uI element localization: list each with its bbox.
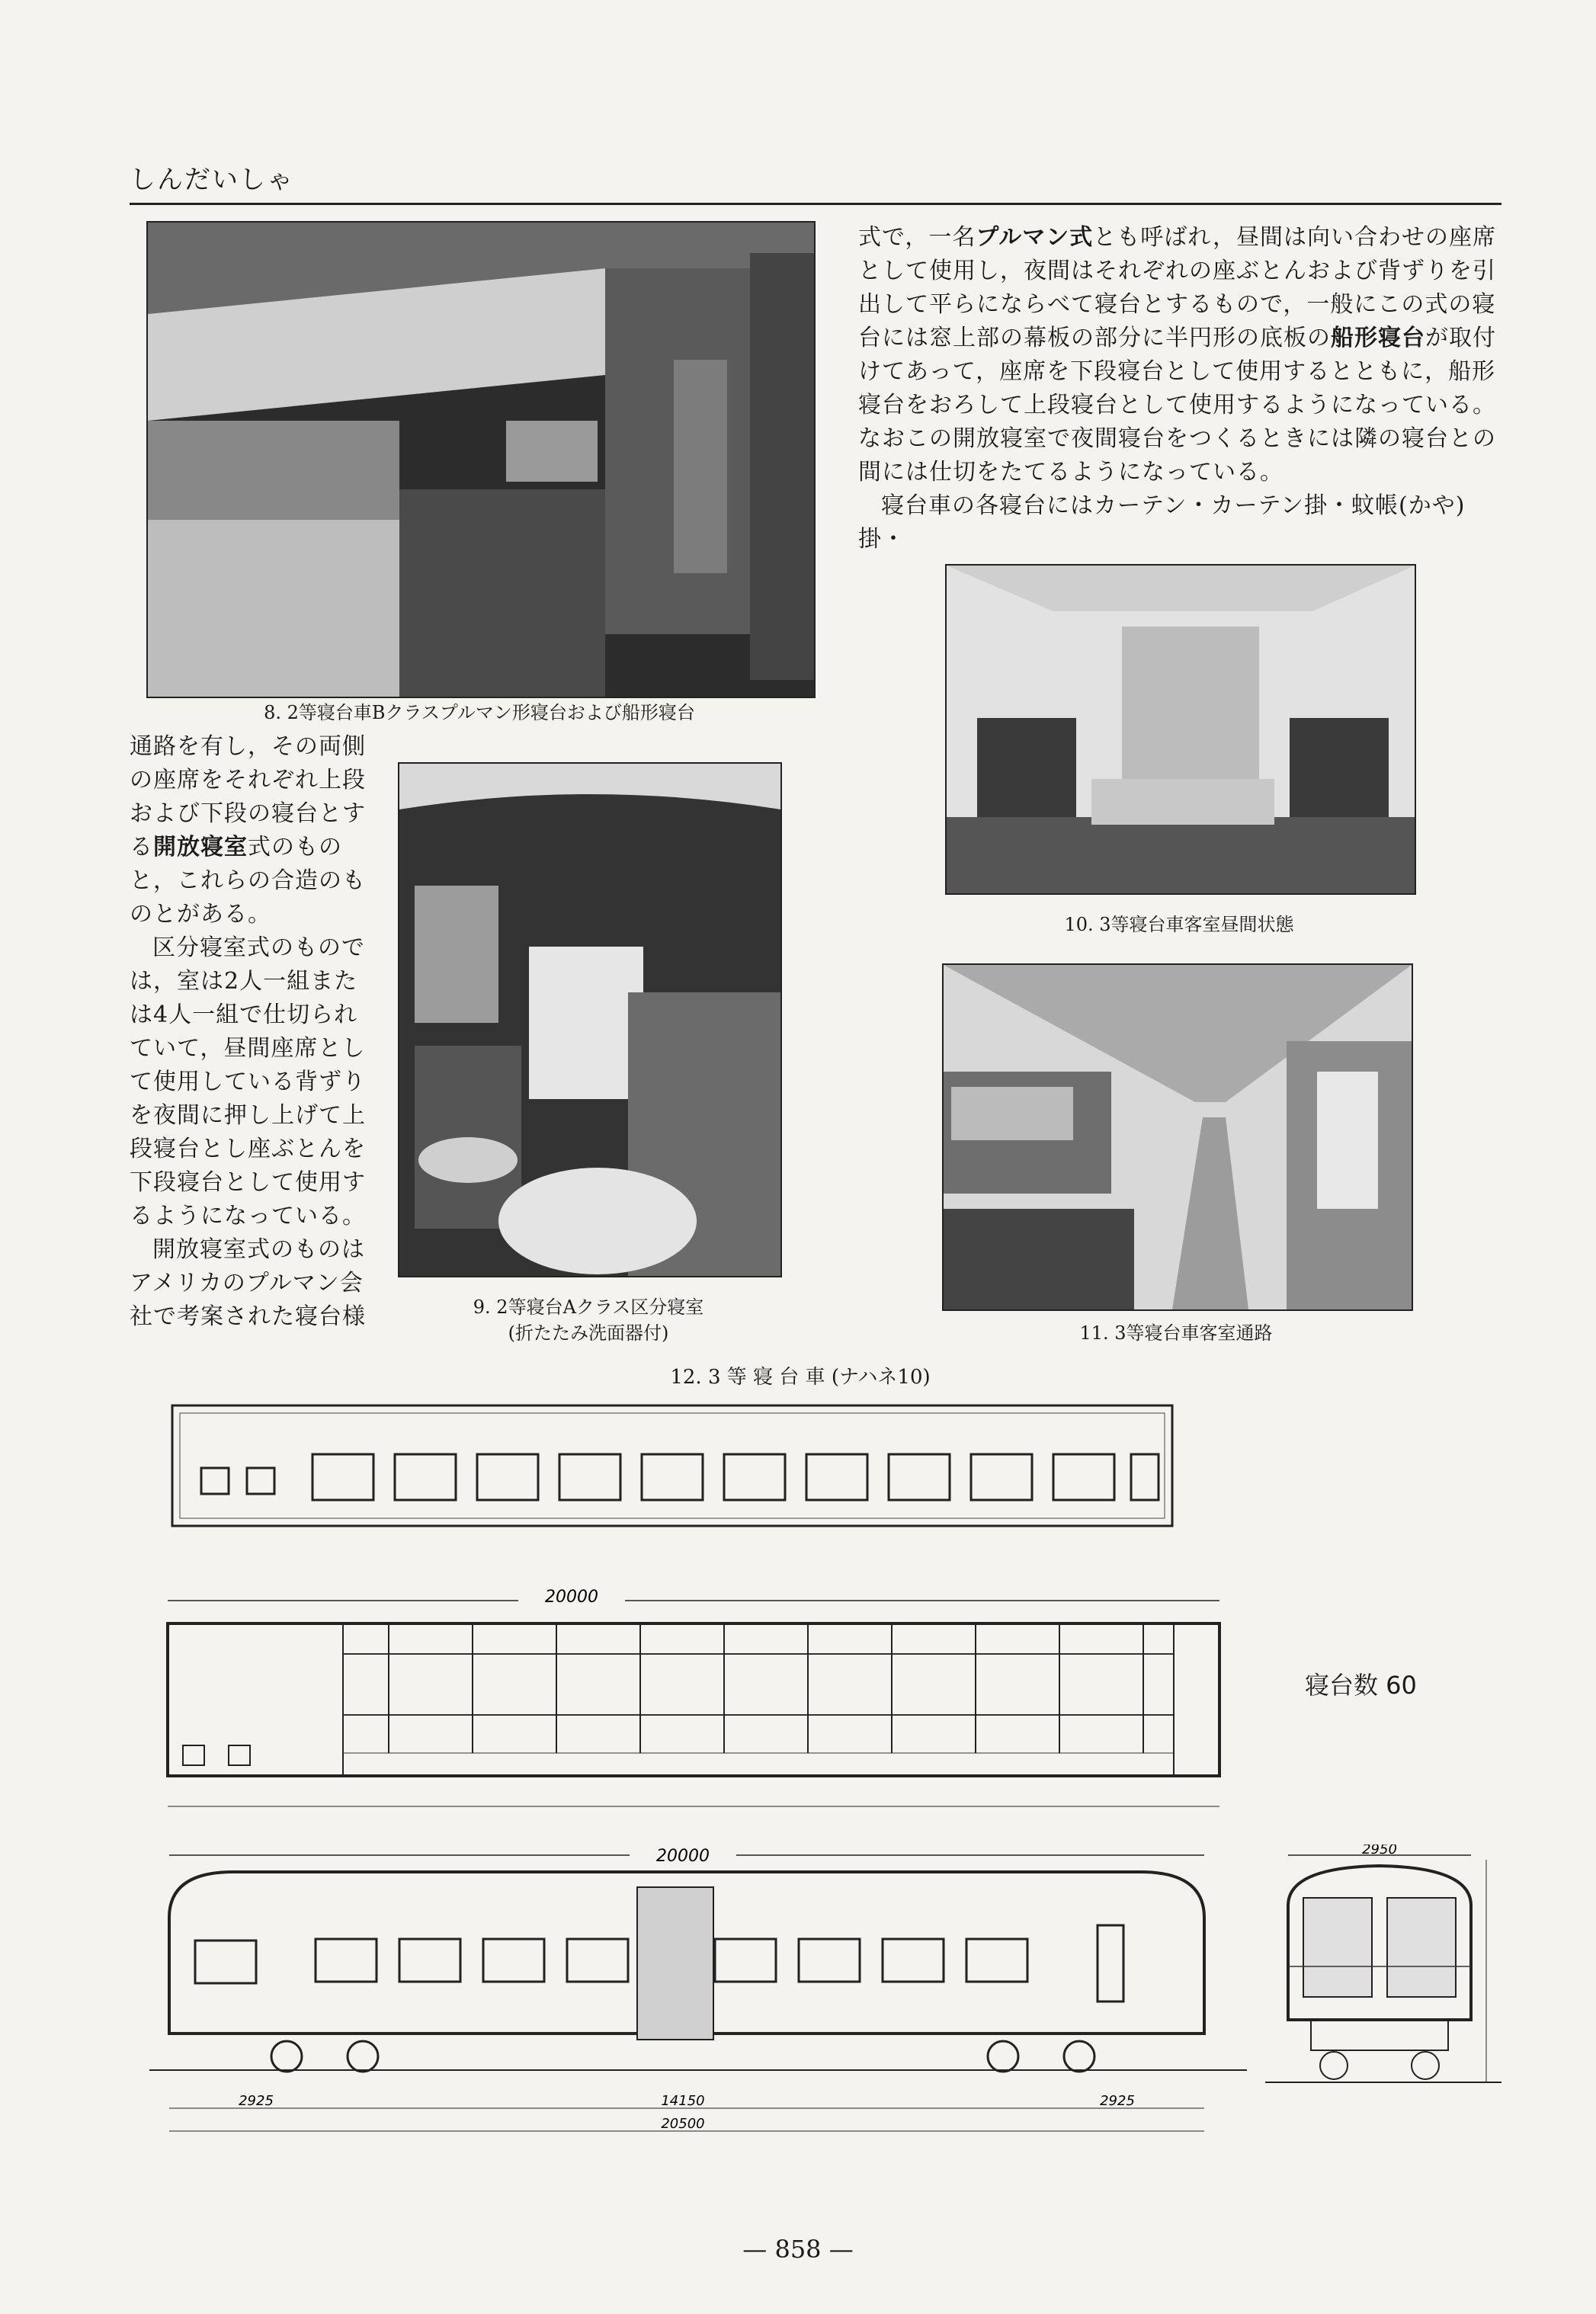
dim-end-right: 2925 (1100, 2093, 1135, 2109)
right-text-p1-e: が取付けてあって，座席を下段寝台として使用するとともに，船形寝台をおろして上段寝台として使用するようになっている。なおこの開放寝室で夜間寝台をつくるときには隣の寝台との間には仕切をたてるようになっている。 (858, 325, 1496, 486)
floor-plan-drawing (152, 1578, 1265, 1822)
photo-8 (146, 221, 816, 698)
dim-bogie-centers: 14150 (661, 2093, 705, 2109)
right-text-term-pullman: プルマン式 (976, 224, 1094, 251)
plan-total-length: 20000 (545, 1588, 598, 1607)
right-text-term-funagata: 船形寝台 (1331, 325, 1425, 351)
right-text-column (858, 221, 1501, 556)
right-text-p2: 寝台車の各寝台にはカーテン・カーテン掛・蚊帳(かや)掛・ (858, 492, 1466, 553)
left-text-p2: 区分寝室式のものでは，室は2人一組または4人一組で仕切られていて，昼間座席として使用している背ずりを夜間に押し上げて上段寝台とし座ぶとんを下段寝台として使用するようになっている。 (130, 934, 366, 1229)
exterior-side-elevation (169, 1401, 1175, 1530)
dim-car-width: 2950 (1362, 1844, 1397, 1857)
left-text-column (130, 730, 381, 1334)
cross-section-drawing (1265, 1844, 1501, 2149)
left-text-p1-c: 式のものと，これらの合造のものとがある。 (130, 834, 366, 928)
left-text-p3: 開放寝室式のものはアメリカのプルマン会社で考案された寝台様 (130, 1236, 366, 1330)
left-text-p1-a: 通路を有し，その両側の座席をそれぞれ上段および下段の寝台とする (130, 733, 366, 861)
section-header: しんだいしゃ (130, 165, 294, 195)
right-text-p1-a: 式で，一名 (858, 224, 976, 251)
photo-9-caption: 9. 2等寝台Aクラス区分寝室 (折たたみ洗面器付) (473, 1296, 704, 1344)
dim-overall-length: 20500 (661, 2116, 705, 2132)
photo-9 (398, 762, 782, 1277)
photo-8-caption: 8. 2等寝台車Bクラスプルマン形寝台および船形寝台 (264, 702, 695, 723)
photo-10 (945, 564, 1416, 895)
page-number: — 858 — (742, 2235, 854, 2264)
header-rule (130, 203, 1501, 205)
side-elevation-drawing (149, 1841, 1247, 2154)
photo-11 (942, 963, 1413, 1311)
dim-end-left: 2925 (239, 2093, 274, 2109)
right-text-p1-c: とも呼ばれ，昼間は向い合わせの座席として使用し，夜間はそれぞれの座ぶとんおよび背ずりを引出して平らにならべて寝台とするもので，一般にこの式の寝台には窓上部の幕板の部分に半円形の底板の (858, 224, 1497, 351)
photo-10-caption: 10. 3等寝台車客室昼間状態 (1064, 914, 1294, 935)
photo-11-caption: 11. 3等寝台車客室通路 (1079, 1322, 1273, 1344)
side-total-length: 20000 (656, 1847, 710, 1866)
berth-count-label: 寝台数 60 (1305, 1671, 1417, 1700)
left-text-term-open-berth: 開放寝室 (153, 834, 248, 861)
figure-12-caption: 12. 3 等 寝 台 車 (ナハネ10) (670, 1366, 931, 1389)
